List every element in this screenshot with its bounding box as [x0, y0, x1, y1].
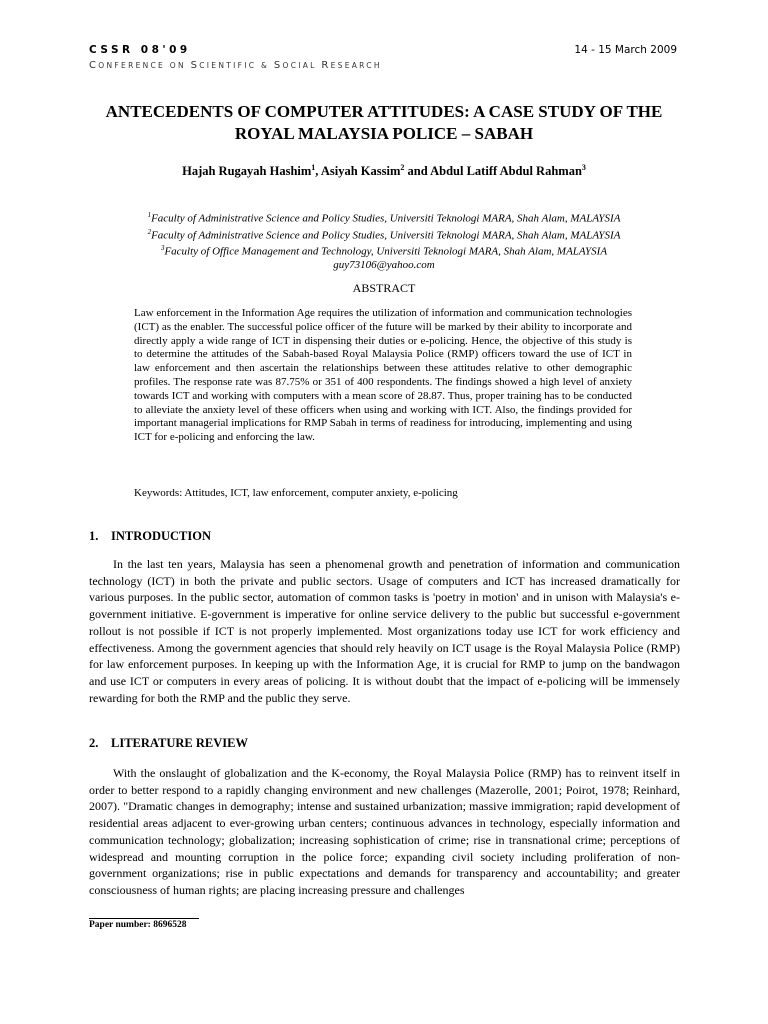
- literature-review-paragraph: With the onslaught of globalization and the K-economy, the Royal Malaysia Police (RMP) has to reinvent itself in order to better respond to a rapidly changing environment and new challenges (Mazerolle, 2001; Poirot, 1978; Reinhard, 2007). "Dramatic changes in demography; intense and sustained urbanization; massive immigration; rapid development of residential areas adjacent to ever-growing urban centers; continuous advances in technology, especially information and communication technology; globalization; increasing sophistication of crime; rise in transnational crime; perceptions of widespread and mounting corruption in the police force; expanding civil society including proliferation of non-government organizations; rise in public expectations and demands for transparency and accountability; and greater consciousness of human rights; are placing increasing pressure and challenges: [89, 766, 680, 897]
- introduction-paragraph: In the last ten years, Malaysia has seen a phenomenal growth and penetration of information and communication technology (ICT) in both the private and public sectors. Usage of computers and ICT has increased dramatically for various purposes. In the public sector, automation of common tasks is 'poetry in motion' and in unison with Malaysia's e-government initiative. E-government is imperative for online service delivery to the public but successful e-government rollout is not possible if ICT is not properly implemented. Most organizations today use ICT for work efficiency and effectiveness. Among the government agencies that should rely heavily on ICT usage is the Royal Malaysia Police (RMP) for law enforcement purposes. In keeping up with the Information Age, it is crucial for RMP to jump on the bandwagon and use ICT or computers in every areas of policing. It is without doubt that the impact of e-policing will be immensely rewarding for both the RMP and the public they serve.: [89, 557, 680, 705]
- conference-header: [89, 44, 382, 71]
- affiliation: $^3$Faculty of Office Management and Technology, Universiti Teknologi MARA, Shah Alam, MALAYSIA: [160, 244, 608, 258]
- author-name: Hajah Rugayah Hashim: [182, 164, 312, 179]
- title-line: ANTECEDENTS OF COMPUTER ATTITUDES: A CASE STUDY OF THE: [105, 102, 663, 121]
- author-name: Asiyah Kassim: [320, 164, 401, 179]
- affiliation: $^1$Faculty of Administrative Science and Policy Studies, Universiti Teknologi MARA, Shah Alam, MALAYSIA: [147, 211, 621, 225]
- paper-number: Paper number: 8696528: [89, 920, 187, 930]
- title-line: ROYAL MALAYSIA POLICE – SABAH: [234, 124, 534, 143]
- keywords: Keywords: Attitudes, ICT, law enforcement, computer anxiety, e-policing: [134, 487, 458, 499]
- section-heading-introduction: 1. INTRODUCTION: [89, 529, 212, 543]
- section-heading-literature-review: 2. LITERATURE REVIEW: [89, 736, 248, 750]
- conference-code: CSSR 08'09: [89, 44, 191, 56]
- conference-name: CONFERENCE ON SCIENTIFIC & SOCIAL RESEARCH: [89, 60, 382, 71]
- author-name: Abdul Latiff Abdul Rahman: [430, 164, 582, 179]
- paper-title: [60, 101, 708, 145]
- affiliations: [60, 209, 708, 272]
- footnote-rule: [89, 918, 199, 919]
- abstract-text: Law enforcement in the Information Age requires the utilization of information and communication technologies (ICT) as the enabler. The successful police officer of the future will be marked by their ability to incorporate and directly apply a wide range of ICT in dispensing their duties or e-policing. Hence, the objective of this study is to determine the attitudes of the Sabah-based Royal Malaysia Police (RMP) officers toward the use of ICT in law enforcement and then ascertain the relationships between these attitudes relative to other demographic profiles. The response rate was 87.75% or 351 of 400 respondents. The findings showed a high level of anxiety towards ICT and working with computers with a mean score of 28.87. Thus, proper training has to be conducted to alleviate the anxiety level of these officers when using and working with ICT. Also, the findings provided for important managerial implications for RMP Sabah in terms of readiness for introducing, implementing and using ICT for e-policing and enforcing the law.: [134, 307, 632, 444]
- abstract-heading: ABSTRACT: [352, 281, 416, 295]
- conference-date: 14 - 15 March 2009: [574, 44, 677, 56]
- affiliation: $^2$Faculty of Administrative Science and Policy Studies, Universiti Teknologi MARA, Shah Alam, MALAYSIA: [147, 227, 621, 242]
- author-list: Hajah Rugayah Hashim$^1$, Asiyah Kassim$^2$ and Abdul Latiff Abdul Rahman$^3$: [182, 163, 586, 179]
- contact-email: guy73106@yahoo.com: [333, 258, 435, 271]
